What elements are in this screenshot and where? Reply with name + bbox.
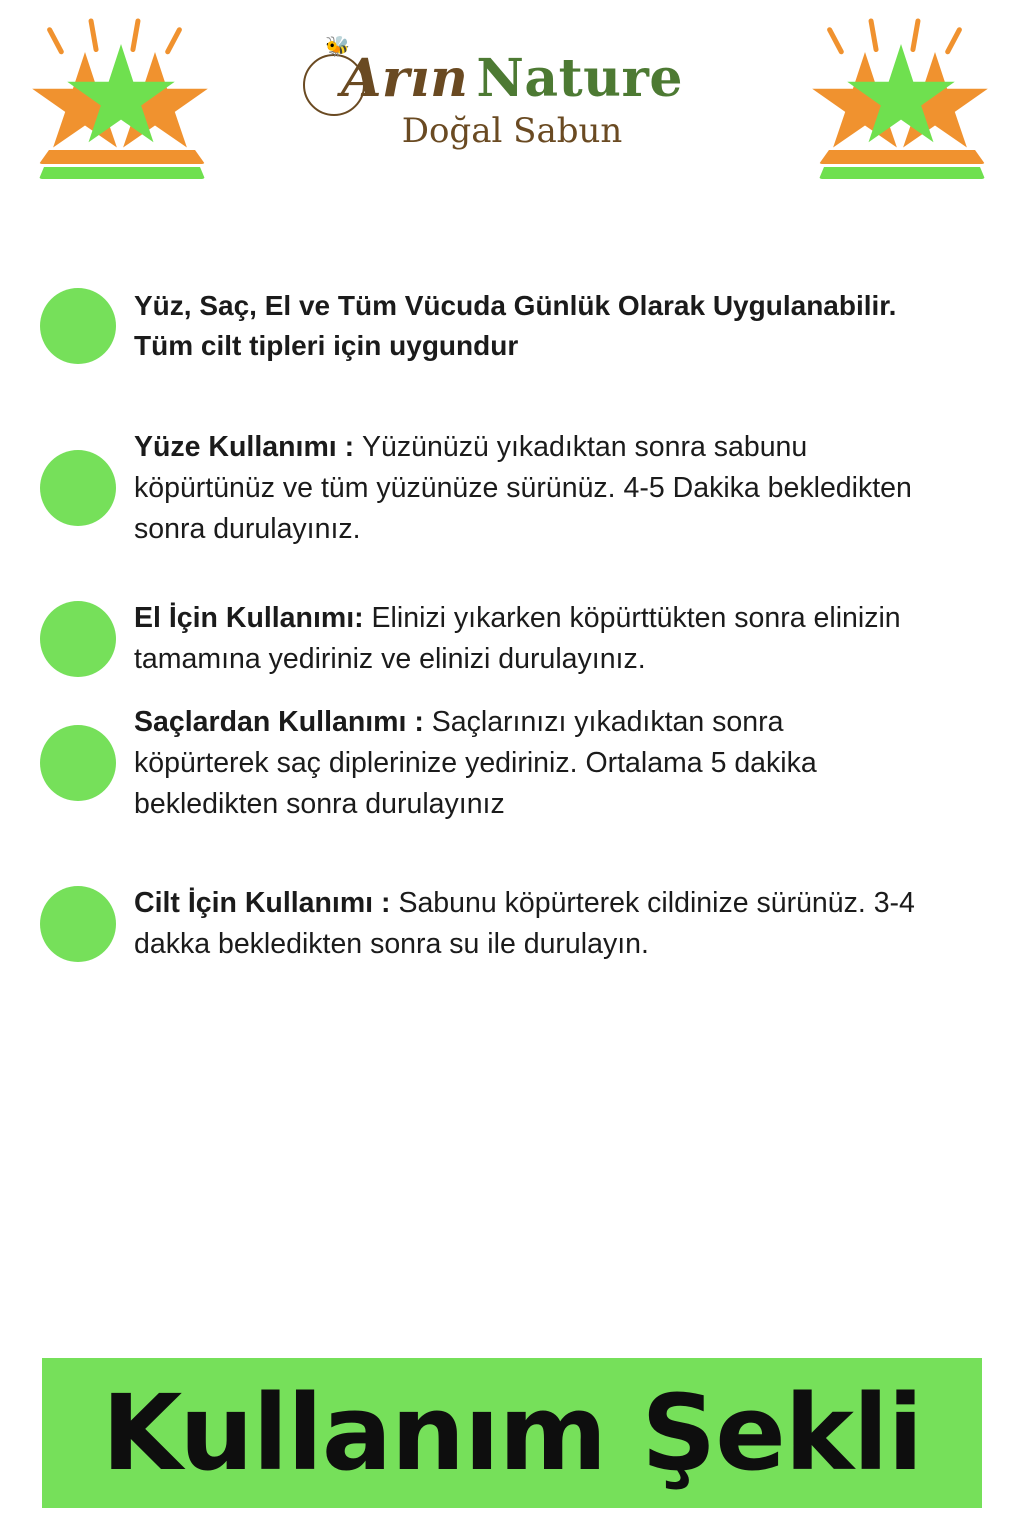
brand-name-second: Nature [476,48,683,109]
bee-icon: 🐝 [325,36,350,58]
brand-logo-row [297,36,727,109]
list-item-lead: Cilt İçin Kullanımı : [134,886,399,919]
brand-tagline: Doğal Sabun [401,111,623,151]
list-item-text [134,427,924,550]
list-item-lead: El İçin Kullanımı: [134,601,372,634]
brand-logo [297,36,727,151]
list-item-body: Saçlarınızı yıkadıktan sonra köpürterek saç diplerinize yediriniz. Ortalama 5 dakika bekledikten sonra durulayınız [134,705,817,820]
badge-base [39,150,205,164]
badge-base [39,167,205,179]
logo-circle-icon [303,54,365,116]
list-item [40,286,984,367]
brand-name-first: Arın [341,48,469,109]
list-item [40,427,984,550]
page-header [0,0,1024,210]
bullet-icon [40,288,116,364]
star-badge-icon-right [802,22,1002,192]
list-item-body: Yüzünüzü yıkadıktan sonra sabunu köpürtünüz ve tüm yüzünüze sürünüz. 4-5 Dakika bekledikten sonra durulayınız. [134,430,912,545]
bullet-icon [40,601,116,677]
list-item-body: Yüz, Saç, El ve Tüm Vücuda Günlük Olarak Uygulanabilir. Tüm cilt tipleri için uygundur [134,290,897,362]
list-item-body: Elinizi yıkarken köpürttükten sonra elinizin tamamına yediriniz ve elinizi durulayınız. [134,601,901,675]
badge-base [819,167,985,179]
list-item-text [134,286,924,367]
list-item-lead: Yüze Kullanımı : [134,430,363,463]
list-item-text [134,883,924,965]
list-item-text [134,702,924,825]
list-item [40,598,984,680]
instructions-list [0,210,1024,965]
footer-title: Kullanım Şekli [101,1372,923,1494]
list-item [40,883,984,965]
bullet-icon [40,886,116,962]
footer-banner [42,1358,982,1508]
list-item-lead: Saçlardan Kullanımı : [134,705,432,738]
star-badge-icon-left [22,22,222,192]
list-item-body: Sabunu köpürterek cildinize sürünüz. 3-4 dakka bekledikten sonra su ile durulayın. [134,886,915,960]
list-item [40,702,984,825]
badge-base [819,150,985,164]
bullet-icon [40,725,116,801]
list-item-text [134,598,924,680]
bullet-icon [40,450,116,526]
